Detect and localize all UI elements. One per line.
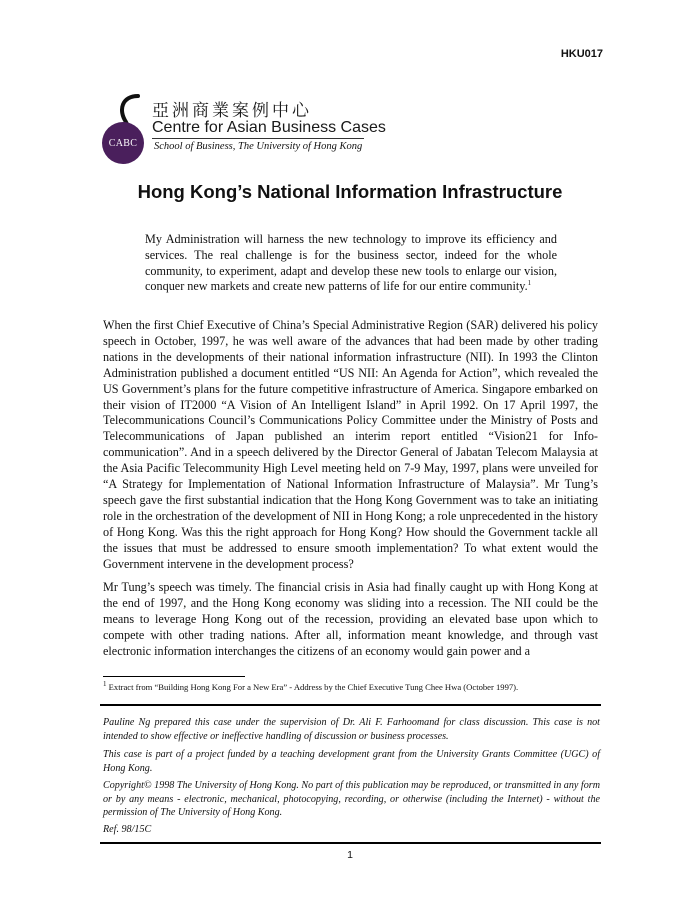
quote-text: My Administration will harness the new technology to improve its efficiency and services. The real challenge is for the business sector, indeed for the whole community, to experiment, adapt and develop these new tools to enlarge our vision, conquer new markets and create new patterns of life for our entire community. <box>145 232 557 294</box>
footnote-text: Extract from “Building Hong Kong For a New Era” - Address by the Chief Executive Tung Chee Hwa (October 1997). <box>106 682 519 692</box>
logo-abbrev: CABC <box>108 137 138 149</box>
copyright-note: Copyright© 1998 The University of Hong Kong. No part of this publication may be reproduced, or transmitted in any form or by any means - electronic, mechanical, photocopying, recording, or otherwise (including the Internet) - without the permission of The University of Hong Kong. <box>103 780 600 818</box>
logo-emblem <box>102 122 144 164</box>
notes-bottom-divider <box>100 842 601 844</box>
logo-chinese-name: 亞洲商業案例中心 <box>152 101 312 121</box>
document-title: Hong Kong’s National Information Infrastructure <box>137 181 563 202</box>
notes-top-divider <box>100 704 601 706</box>
footnote-divider <box>103 676 245 677</box>
opening-quote <box>145 232 557 295</box>
cabc-logo <box>102 94 386 164</box>
funding-note: This case is part of a project funded by a teaching development grant from the University Grants Committee (UGC) of Hong Kong. <box>103 749 600 774</box>
footnote-mark: 1 <box>103 680 107 689</box>
document-code: HKU017 <box>560 48 603 60</box>
body-paragraph-2: Mr Tung’s speech was timely. The financial crisis in Asia had finally caught up with Hong Kong at the end of 1997, and the Hong Kong economy was sliding into a recession. The NII could be the means to leverage Hong Kong out of the recession, providing an elevated base upon which to compete with other trading nations. After all, information meant knowledge, and through vast electronic information interchanges the citizens of an economy would gain power and a <box>103 580 598 658</box>
logo-subtitle: School of Business, The University of Hong Kong <box>154 141 363 152</box>
quote-footnote-mark: 1 <box>527 279 532 288</box>
page-number: 1 <box>347 849 353 861</box>
body-paragraph-1: When the first Chief Executive of China’s Special Administrative Region (SAR) delivered his policy speech in October, 1997, he was well aware of the advances that had been made by other trading nations in the developments of their national information infrastructure (NII). In 1993 the Clinton Administration published a document entitled “US NII: An Agenda for Action”, which revealed the US Government’s plans for the future competitive infrastructure of America. Singapore embarked on their vision of IT2000 “A Vision of An Intelligent Island” in April 1992. On 17 April 1997, the Telecommunications Council’s Communications Policy Committee under the Ministry of Posts and Telecommunications of Japan published an interim report entitled “Vision21 for Info-communication”. And in a speech delivered by the Director General of Jabatan Telecom Malaysia at the Asia Pacific Telecommunity High Level meeting held on 7-9 May, 1997, plans were unveiled for “A Strategy for Implementation of National Information Infrastructure of Malaysia”. Mr Tung’s speech gave the first substantial indication that the Hong Kong Government was to take an initiating role in the orchestration of the development of NII in Hong Kong; a role unprecedented in the history of Hong Kong. Was this the right approach for Hong Kong? How should the Government tackle all the issues that must be addressed to ensure smooth implementation? To what extent would the Government intervene in the development process? <box>103 318 598 571</box>
logo-divider <box>152 138 364 139</box>
reference-note: Ref. 98/15C <box>103 824 152 835</box>
footnote <box>103 682 598 692</box>
logo-english-name: Centre for Asian Business Cases <box>152 119 386 136</box>
authorship-note: Pauline Ng prepared this case under the supervision of Dr. Ali F. Farhoomand for class discussion. This case is not intended to show effective or ineffective handling of discussion or business processes. <box>103 717 600 742</box>
